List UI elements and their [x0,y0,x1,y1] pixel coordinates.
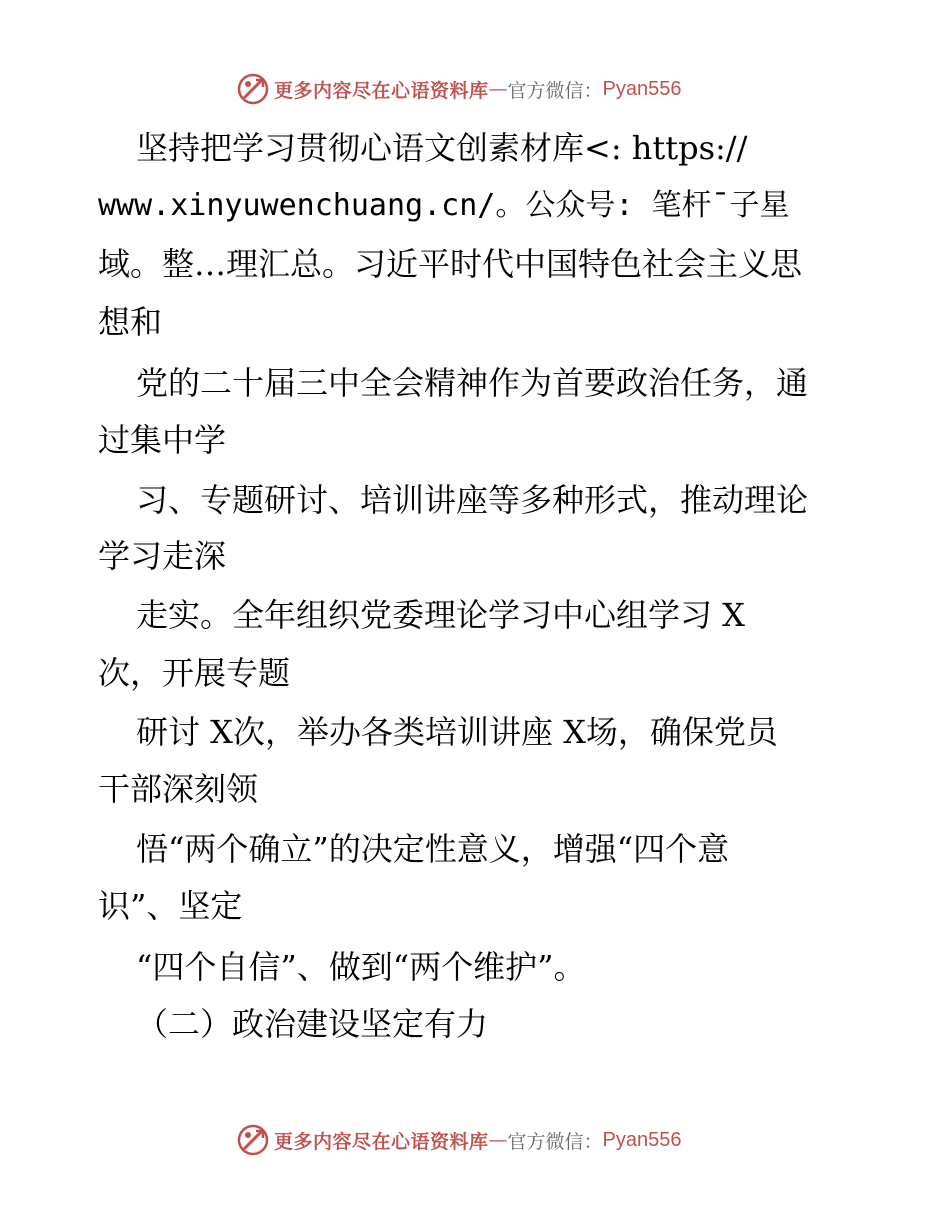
body-line: 走实。全年组织党委理论学习中心组学习 X [136,596,745,634]
brand-logo-icon [236,72,270,106]
banner-wechat-account: Pyan556 [602,77,682,100]
section-heading: （二）政治建设坚定有力 [136,1005,489,1043]
header-banner [236,70,716,108]
body-line: 次，开展专题 [98,654,291,692]
banner-wechat-label: 官方微信： [507,79,603,102]
body-line: 党的二十届三中全会精神作为首要政治任务，通 [136,364,809,402]
body-line: 研讨 X次，举办各类培训讲座 X场，确保党员 [136,713,778,751]
banner-separator: — [488,1129,508,1151]
body-line: 干部深刻领 [98,770,259,808]
body-line: 悟“两个确立”的决定性意义，增强“四个意 [136,830,730,868]
body-line: 想和 [98,303,163,341]
body-line: “四个自信”、做到“两个维护”。 [136,948,586,986]
footer-banner [236,1121,716,1159]
banner-wechat-account: Pyan556 [602,1128,682,1151]
body-line: 识”、坚定 [98,887,243,925]
banner-wechat-label: 官方微信： [507,1130,603,1153]
brand-logo-icon [236,1123,270,1157]
body-line: www.xinyuwenchuang.cn/。公众号: 笔杆¯子星 [98,188,790,223]
body-line: 习、专题研讨、培训讲座等多种形式，推动理论 [136,481,809,519]
banner-title: 更多内容尽在心语资料库 [274,1130,489,1153]
banner-separator: — [488,78,508,100]
body-line: 域。整…理汇总。习近平时代中国特色社会主义思 [98,245,803,283]
body-line: 学习走深 [98,537,227,575]
body-line: 坚持把学习贯彻心语文创素材库<: https:// [136,129,748,167]
banner-title: 更多内容尽在心语资料库 [274,79,489,102]
body-line: 过集中学 [98,421,227,459]
